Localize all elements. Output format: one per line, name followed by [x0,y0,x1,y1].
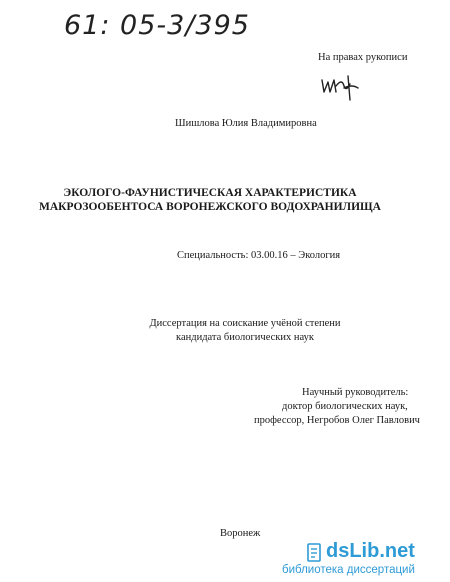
title-line-1: ЭКОЛОГО-ФАУНИСТИЧЕСКАЯ ХАРАКТЕРИСТИКА [63,187,357,199]
degree-statement [130,317,360,345]
degree-line-1: Диссертация на соискание учёной степени [149,318,341,329]
watermark-subtitle: библиотека диссертаций [282,564,415,576]
city: Воронеж [220,528,261,539]
title-line-2: МАКРОЗООБЕНТОСА ВОРОНЕЖСКОГО ВОДОХРАНИЛИЩА [39,201,381,213]
supervisor-label: Научный руководитель: [302,387,409,398]
supervisor-degree: доктор биологических наук, [282,401,408,412]
signature-icon [320,70,360,102]
supervisor-block [254,386,440,428]
book-icon [306,542,324,564]
watermark [266,538,450,582]
registration-number: 61: 05-3/395 [64,10,250,41]
manuscript-note: На правах рукописи [318,52,408,63]
supervisor-name: профессор, Негробов Олег Павлович [254,415,420,426]
dissertation-title [0,186,420,214]
specialty: Специальность: 03.00.16 – Экология [177,250,341,261]
degree-line-2: кандидата биологических наук [176,332,314,343]
author-name: Шишлова Юлия Владимировна [175,118,317,129]
watermark-site: dsLib.net [326,540,415,562]
